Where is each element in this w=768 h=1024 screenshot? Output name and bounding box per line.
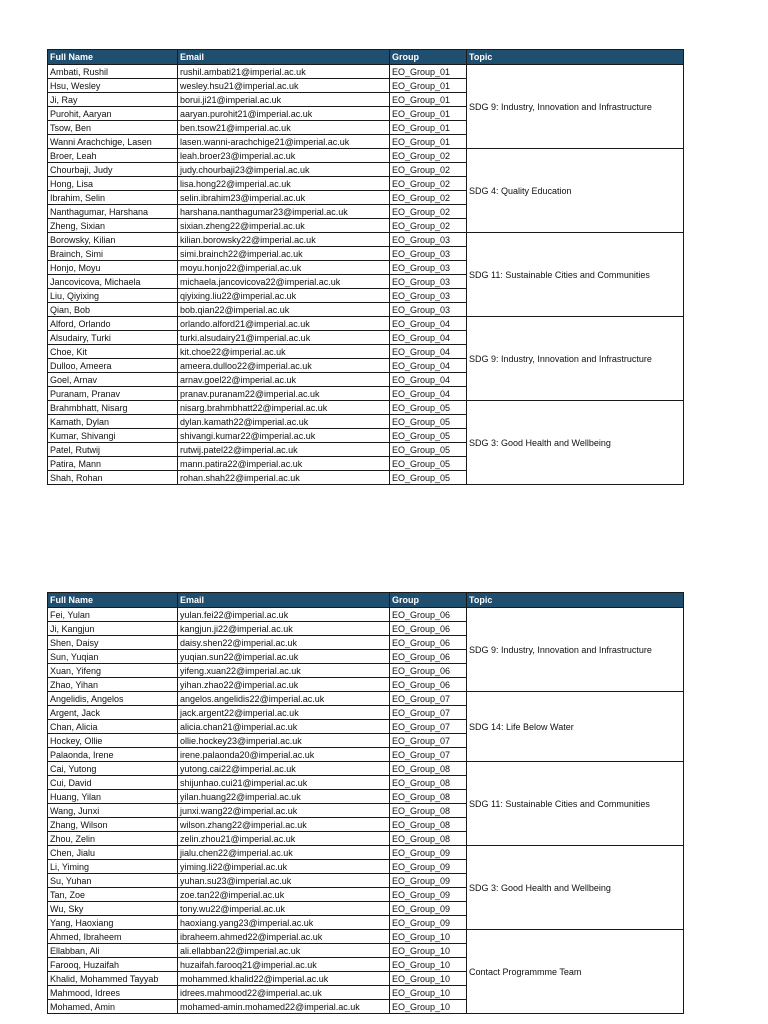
email-cell: dylan.kamath22@imperial.ac.uk <box>178 415 390 429</box>
topic-cell: SDG 11: Sustainable Cities and Communities <box>467 233 684 317</box>
full-name-cell: Khalid, Mohammed Tayyab <box>48 972 178 986</box>
topic-cell: Contact Programmme Team <box>467 930 684 1014</box>
topic-cell: SDG 14: Life Below Water <box>467 692 684 762</box>
full-name-cell: Purohit, Aaryan <box>48 107 178 121</box>
group-cell: EO_Group_05 <box>390 415 467 429</box>
group-cell: EO_Group_02 <box>390 219 467 233</box>
full-name-cell: Li, Yiming <box>48 860 178 874</box>
email-cell: orlando.alford21@imperial.ac.uk <box>178 317 390 331</box>
full-name-cell: Wang, Junxi <box>48 804 178 818</box>
group-cell: EO_Group_09 <box>390 888 467 902</box>
email-cell: yuqian.sun22@imperial.ac.uk <box>178 650 390 664</box>
table-row <box>48 149 684 163</box>
table-row <box>48 846 684 860</box>
group-cell: EO_Group_09 <box>390 916 467 930</box>
full-name-cell: Yang, Haoxiang <box>48 916 178 930</box>
email-cell: jack.argent22@imperial.ac.uk <box>178 706 390 720</box>
full-name-cell: Broer, Leah <box>48 149 178 163</box>
email-cell: kilian.borowsky22@imperial.ac.uk <box>178 233 390 247</box>
full-name-cell: Mohamed, Amin <box>48 1000 178 1014</box>
group-cell: EO_Group_07 <box>390 748 467 762</box>
group-cell: EO_Group_01 <box>390 121 467 135</box>
email-cell: kangjun.ji22@imperial.ac.uk <box>178 622 390 636</box>
full-name-cell: Qian, Bob <box>48 303 178 317</box>
full-name-cell: Tsow, Ben <box>48 121 178 135</box>
group-cell: EO_Group_03 <box>390 289 467 303</box>
topic-cell: SDG 9: Industry, Innovation and Infrastructure <box>467 65 684 149</box>
group-cell: EO_Group_08 <box>390 832 467 846</box>
email-cell: ben.tsow21@imperial.ac.uk <box>178 121 390 135</box>
email-cell: mohammed.khalid22@imperial.ac.uk <box>178 972 390 986</box>
group-cell: EO_Group_10 <box>390 1000 467 1014</box>
full-name-cell: Chourbaji, Judy <box>48 163 178 177</box>
group-cell: EO_Group_01 <box>390 93 467 107</box>
email-cell: ollie.hockey23@imperial.ac.uk <box>178 734 390 748</box>
group-cell: EO_Group_09 <box>390 860 467 874</box>
group-cell: EO_Group_03 <box>390 275 467 289</box>
header-topic: Topic <box>467 593 684 608</box>
email-cell: angelos.angelidis22@imperial.ac.uk <box>178 692 390 706</box>
topic-cell: SDG 3: Good Health and Wellbeing <box>467 401 684 485</box>
header-topic: Topic <box>467 50 684 65</box>
full-name-cell: Brahmbhatt, Nisarg <box>48 401 178 415</box>
full-name-cell: Angelidis, Angelos <box>48 692 178 706</box>
email-cell: haoxiang.yang23@imperial.ac.uk <box>178 916 390 930</box>
email-cell: pranav.puranam22@imperial.ac.uk <box>178 387 390 401</box>
group-cell: EO_Group_03 <box>390 303 467 317</box>
group-cell: EO_Group_04 <box>390 359 467 373</box>
email-cell: ali.ellabban22@imperial.ac.uk <box>178 944 390 958</box>
full-name-cell: Patel, Rutwij <box>48 443 178 457</box>
group-cell: EO_Group_09 <box>390 874 467 888</box>
email-cell: yilan.huang22@imperial.ac.uk <box>178 790 390 804</box>
table-row <box>48 930 684 944</box>
group-cell: EO_Group_05 <box>390 443 467 457</box>
header-row <box>48 593 684 608</box>
full-name-cell: Zhao, Yihan <box>48 678 178 692</box>
group-cell: EO_Group_03 <box>390 247 467 261</box>
topic-cell: SDG 3: Good Health and Wellbeing <box>467 846 684 930</box>
group-cell: EO_Group_08 <box>390 790 467 804</box>
full-name-cell: Cui, David <box>48 776 178 790</box>
full-name-cell: Ambati, Rushil <box>48 65 178 79</box>
email-cell: daisy.shen22@imperial.ac.uk <box>178 636 390 650</box>
email-cell: simi.brainch22@imperial.ac.uk <box>178 247 390 261</box>
group-cell: EO_Group_09 <box>390 846 467 860</box>
header-group: Group <box>390 50 467 65</box>
group-cell: EO_Group_04 <box>390 373 467 387</box>
group-cell: EO_Group_01 <box>390 79 467 93</box>
email-cell: selin.ibrahim23@imperial.ac.uk <box>178 191 390 205</box>
full-name-cell: Ahmed, Ibraheem <box>48 930 178 944</box>
full-name-cell: Huang, Yilan <box>48 790 178 804</box>
group-table-2 <box>47 592 684 1014</box>
group-cell: EO_Group_08 <box>390 776 467 790</box>
full-name-cell: Hsu, Wesley <box>48 79 178 93</box>
group-cell: EO_Group_04 <box>390 317 467 331</box>
email-cell: bob.qian22@imperial.ac.uk <box>178 303 390 317</box>
email-cell: zoe.tan22@imperial.ac.uk <box>178 888 390 902</box>
full-name-cell: Kamath, Dylan <box>48 415 178 429</box>
full-name-cell: Fei, Yulan <box>48 608 178 622</box>
full-name-cell: Jancovicova, Michaela <box>48 275 178 289</box>
group-cell: EO_Group_05 <box>390 429 467 443</box>
full-name-cell: Zheng, Sixian <box>48 219 178 233</box>
full-name-cell: Borowsky, Kilian <box>48 233 178 247</box>
group-cell: EO_Group_06 <box>390 678 467 692</box>
email-cell: yutong.cai22@imperial.ac.uk <box>178 762 390 776</box>
group-cell: EO_Group_05 <box>390 401 467 415</box>
email-cell: arnav.goel22@imperial.ac.uk <box>178 373 390 387</box>
email-cell: moyu.honjo22@imperial.ac.uk <box>178 261 390 275</box>
email-cell: yiming.li22@imperial.ac.uk <box>178 860 390 874</box>
group-cell: EO_Group_08 <box>390 762 467 776</box>
group-cell: EO_Group_06 <box>390 622 467 636</box>
group-cell: EO_Group_07 <box>390 692 467 706</box>
topic-cell: SDG 11: Sustainable Cities and Communities <box>467 762 684 846</box>
full-name-cell: Choe, Kit <box>48 345 178 359</box>
email-cell: harshana.nanthagumar23@imperial.ac.uk <box>178 205 390 219</box>
email-cell: yifeng.xuan22@imperial.ac.uk <box>178 664 390 678</box>
full-name-cell: Dulloo, Ameera <box>48 359 178 373</box>
group-cell: EO_Group_02 <box>390 177 467 191</box>
email-cell: junxi.wang22@imperial.ac.uk <box>178 804 390 818</box>
email-cell: yihan.zhao22@imperial.ac.uk <box>178 678 390 692</box>
group-cell: EO_Group_02 <box>390 163 467 177</box>
topic-cell: SDG 4: Quality Education <box>467 149 684 233</box>
full-name-cell: Tan, Zoe <box>48 888 178 902</box>
table-row <box>48 692 684 706</box>
email-cell: shijunhao.cui21@imperial.ac.uk <box>178 776 390 790</box>
table-row <box>48 233 684 247</box>
email-cell: wesley.hsu21@imperial.ac.uk <box>178 79 390 93</box>
group-cell: EO_Group_06 <box>390 664 467 678</box>
email-cell: rushil.ambati21@imperial.ac.uk <box>178 65 390 79</box>
full-name-cell: Xuan, Yifeng <box>48 664 178 678</box>
email-cell: yulan.fei22@imperial.ac.uk <box>178 608 390 622</box>
full-name-cell: Kumar, Shivangi <box>48 429 178 443</box>
group-cell: EO_Group_02 <box>390 205 467 219</box>
group-cell: EO_Group_01 <box>390 135 467 149</box>
topic-cell: SDG 9: Industry, Innovation and Infrastructure <box>467 608 684 692</box>
group-cell: EO_Group_06 <box>390 650 467 664</box>
full-name-cell: Hockey, Ollie <box>48 734 178 748</box>
table-row <box>48 608 684 622</box>
topic-cell: SDG 9: Industry, Innovation and Infrastructure <box>467 317 684 401</box>
email-cell: michaela.jancovicova22@imperial.ac.uk <box>178 275 390 289</box>
email-cell: rohan.shah22@imperial.ac.uk <box>178 471 390 485</box>
group-cell: EO_Group_08 <box>390 818 467 832</box>
group-cell: EO_Group_04 <box>390 387 467 401</box>
group-cell: EO_Group_02 <box>390 191 467 205</box>
full-name-cell: Ibrahim, Selin <box>48 191 178 205</box>
email-cell: mann.patira22@imperial.ac.uk <box>178 457 390 471</box>
email-cell: tony.wu22@imperial.ac.uk <box>178 902 390 916</box>
header-full-name: Full Name <box>48 593 178 608</box>
email-cell: ameera.dulloo22@imperial.ac.uk <box>178 359 390 373</box>
group-cell: EO_Group_10 <box>390 944 467 958</box>
full-name-cell: Chen, Jialu <box>48 846 178 860</box>
email-cell: wilson.zhang22@imperial.ac.uk <box>178 818 390 832</box>
full-name-cell: Wu, Sky <box>48 902 178 916</box>
full-name-cell: Ji, Ray <box>48 93 178 107</box>
header-row <box>48 50 684 65</box>
header-full-name: Full Name <box>48 50 178 65</box>
full-name-cell: Palaonda, Irene <box>48 748 178 762</box>
group-cell: EO_Group_10 <box>390 930 467 944</box>
full-name-cell: Puranam, Pranav <box>48 387 178 401</box>
full-name-cell: Cai, Yutong <box>48 762 178 776</box>
table-body <box>48 608 684 1014</box>
group-cell: EO_Group_09 <box>390 902 467 916</box>
email-cell: borui.ji21@imperial.ac.uk <box>178 93 390 107</box>
group-cell: EO_Group_07 <box>390 720 467 734</box>
full-name-cell: Su, Yuhan <box>48 874 178 888</box>
email-cell: ibraheem.ahmed22@imperial.ac.uk <box>178 930 390 944</box>
group-cell: EO_Group_10 <box>390 958 467 972</box>
group-cell: EO_Group_02 <box>390 149 467 163</box>
email-cell: idrees.mahmood22@imperial.ac.uk <box>178 986 390 1000</box>
email-cell: kit.choe22@imperial.ac.uk <box>178 345 390 359</box>
email-cell: jialu.chen22@imperial.ac.uk <box>178 846 390 860</box>
email-cell: mohamed-amin.mohamed22@imperial.ac.uk <box>178 1000 390 1014</box>
full-name-cell: Wanni Arachchige, Lasen <box>48 135 178 149</box>
group-cell: EO_Group_05 <box>390 457 467 471</box>
header-group: Group <box>390 593 467 608</box>
full-name-cell: Ellabban, Ali <box>48 944 178 958</box>
full-name-cell: Alsudairy, Turki <box>48 331 178 345</box>
email-cell: yuhan.su23@imperial.ac.uk <box>178 874 390 888</box>
table-row <box>48 401 684 415</box>
full-name-cell: Argent, Jack <box>48 706 178 720</box>
full-name-cell: Sun, Yuqian <box>48 650 178 664</box>
email-cell: rutwij.patel22@imperial.ac.uk <box>178 443 390 457</box>
table-body <box>48 65 684 485</box>
full-name-cell: Mahmood, Idrees <box>48 986 178 1000</box>
email-cell: nisarg.brahmbhatt22@imperial.ac.uk <box>178 401 390 415</box>
table-row <box>48 762 684 776</box>
group-cell: EO_Group_01 <box>390 107 467 121</box>
full-name-cell: Shen, Daisy <box>48 636 178 650</box>
full-name-cell: Nanthagumar, Harshana <box>48 205 178 219</box>
group-cell: EO_Group_08 <box>390 804 467 818</box>
group-cell: EO_Group_04 <box>390 331 467 345</box>
header-email: Email <box>178 50 390 65</box>
header-email: Email <box>178 593 390 608</box>
email-cell: sixian.zheng22@imperial.ac.uk <box>178 219 390 233</box>
full-name-cell: Hong, Lisa <box>48 177 178 191</box>
group-table-1 <box>47 49 684 485</box>
email-cell: leah.broer23@imperial.ac.uk <box>178 149 390 163</box>
full-name-cell: Farooq, Huzaifah <box>48 958 178 972</box>
full-name-cell: Zhou, Zelin <box>48 832 178 846</box>
email-cell: qiyixing.liu22@imperial.ac.uk <box>178 289 390 303</box>
full-name-cell: Zhang, Wilson <box>48 818 178 832</box>
group-cell: EO_Group_07 <box>390 734 467 748</box>
email-cell: aaryan.purohit21@imperial.ac.uk <box>178 107 390 121</box>
group-cell: EO_Group_10 <box>390 972 467 986</box>
email-cell: zelin.zhou21@imperial.ac.uk <box>178 832 390 846</box>
full-name-cell: Alford, Orlando <box>48 317 178 331</box>
full-name-cell: Honjo, Moyu <box>48 261 178 275</box>
group-cell: EO_Group_06 <box>390 608 467 622</box>
group-cell: EO_Group_03 <box>390 261 467 275</box>
full-name-cell: Shah, Rohan <box>48 471 178 485</box>
group-cell: EO_Group_06 <box>390 636 467 650</box>
group-cell: EO_Group_04 <box>390 345 467 359</box>
full-name-cell: Patira, Mann <box>48 457 178 471</box>
email-cell: irene.palaonda20@imperial.ac.uk <box>178 748 390 762</box>
group-cell: EO_Group_05 <box>390 471 467 485</box>
email-cell: lisa.hong22@imperial.ac.uk <box>178 177 390 191</box>
table-row <box>48 65 684 79</box>
full-name-cell: Ji, Kangjun <box>48 622 178 636</box>
email-cell: huzaifah.farooq21@imperial.ac.uk <box>178 958 390 972</box>
full-name-cell: Goel, Arnav <box>48 373 178 387</box>
group-cell: EO_Group_10 <box>390 986 467 1000</box>
email-cell: turki.alsudairy21@imperial.ac.uk <box>178 331 390 345</box>
email-cell: shivangi.kumar22@imperial.ac.uk <box>178 429 390 443</box>
group-cell: EO_Group_07 <box>390 706 467 720</box>
full-name-cell: Brainch, Simi <box>48 247 178 261</box>
group-cell: EO_Group_03 <box>390 233 467 247</box>
email-cell: alicia.chan21@imperial.ac.uk <box>178 720 390 734</box>
full-name-cell: Liu, Qiyixing <box>48 289 178 303</box>
email-cell: lasen.wanni-arachchige21@imperial.ac.uk <box>178 135 390 149</box>
table-row <box>48 317 684 331</box>
full-name-cell: Chan, Alicia <box>48 720 178 734</box>
group-cell: EO_Group_01 <box>390 65 467 79</box>
email-cell: judy.chourbaji23@imperial.ac.uk <box>178 163 390 177</box>
